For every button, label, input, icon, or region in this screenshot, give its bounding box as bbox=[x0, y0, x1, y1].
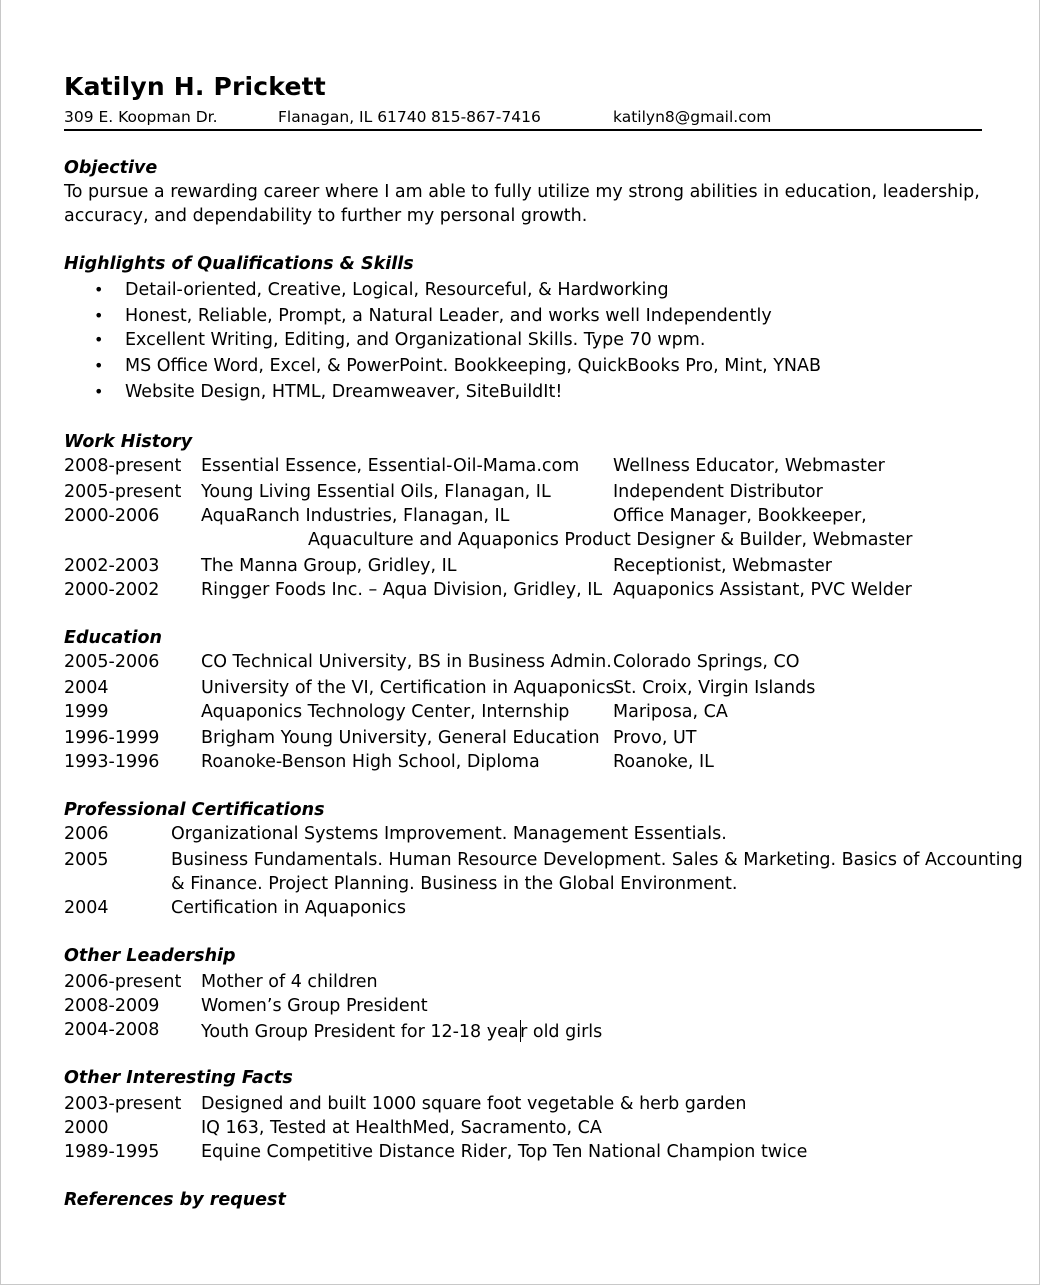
work-role: Independent Distributor bbox=[613, 482, 823, 502]
work-history-heading: Work History bbox=[64, 432, 193, 452]
highlights-heading: Highlights of Qualifications & Skills bbox=[64, 254, 414, 274]
address: 309 E. Koopman Dr. bbox=[64, 108, 218, 126]
header-rule bbox=[64, 129, 982, 131]
education-school: CO Technical University, BS in Business Admin. bbox=[201, 652, 612, 672]
objective-heading: Objective bbox=[64, 158, 158, 178]
work-org: Ringger Foods Inc. – Aqua Division, Gridley, IL bbox=[201, 580, 603, 600]
education-school: Roanoke-Benson High School, Diploma bbox=[201, 752, 540, 772]
highlight-text: Honest, Reliable, Prompt, a Natural Leader, and works well Independently bbox=[125, 306, 772, 326]
certification-year: 2004 bbox=[64, 898, 109, 918]
fact-dates: 1989-1995 bbox=[64, 1142, 160, 1162]
work-role: Aquaponics Assistant, PVC Welder bbox=[613, 580, 912, 600]
highlight-text: Excellent Writing, Editing, and Organizational Skills. Type 70 wpm. bbox=[125, 330, 706, 350]
work-dates: 2002-2003 bbox=[64, 556, 160, 576]
references-note: References by request bbox=[64, 1190, 286, 1210]
work-org: Young Living Essential Oils, Flanagan, IL bbox=[201, 482, 551, 502]
education-dates: 1993-1996 bbox=[64, 752, 160, 772]
certification-text: Business Fundamentals. Human Resource Development. Sales & Marketing. Basics of Accounting bbox=[171, 850, 1023, 870]
work-org: AquaRanch Industries, Flanagan, IL bbox=[201, 506, 510, 526]
certification-text: Organizational Systems Improvement. Management Essentials. bbox=[171, 824, 727, 844]
fact-text: IQ 163, Tested at HealthMed, Sacramento, CA bbox=[201, 1118, 602, 1138]
text-before-cursor: Youth Group President for 12-18 yea bbox=[201, 1022, 519, 1042]
fact-dates: 2000 bbox=[64, 1118, 109, 1138]
fact-text: Designed and built 1000 square foot vegetable & herb garden bbox=[201, 1094, 747, 1114]
education-dates: 1996-1999 bbox=[64, 728, 160, 748]
certification-year: 2005 bbox=[64, 850, 109, 870]
work-role: Wellness Educator, Webmaster bbox=[613, 456, 885, 476]
education-location: St. Croix, Virgin Islands bbox=[613, 678, 816, 698]
text-after-cursor: r old girls bbox=[520, 1022, 603, 1042]
email: katilyn8@gmail.com bbox=[613, 108, 772, 126]
highlight-text: Website Design, HTML, Dreamweaver, SiteBuildIt! bbox=[125, 382, 563, 402]
bullet-icon: • bbox=[94, 356, 104, 375]
work-org: The Manna Group, Gridley, IL bbox=[201, 556, 457, 576]
education-school: Brigham Young University, General Education bbox=[201, 728, 600, 748]
objective-line-2: accuracy, and dependability to further my personal growth. bbox=[64, 206, 588, 226]
work-role: Office Manager, Bookkeeper, bbox=[613, 506, 867, 526]
work-dates: 2000-2002 bbox=[64, 580, 160, 600]
work-dates: 2000-2006 bbox=[64, 506, 160, 526]
phone: 815-867-7416 bbox=[431, 108, 541, 126]
highlight-text: Detail-oriented, Creative, Logical, Resourceful, & Hardworking bbox=[125, 280, 669, 300]
bullet-icon: • bbox=[94, 330, 104, 349]
leadership-heading: Other Leadership bbox=[64, 946, 236, 966]
highlight-text: MS Office Word, Excel, & PowerPoint. Bookkeeping, QuickBooks Pro, Mint, YNAB bbox=[125, 356, 821, 376]
education-dates: 2005-2006 bbox=[64, 652, 160, 672]
work-role: Receptionist, Webmaster bbox=[613, 556, 832, 576]
resume-name: Katilyn H. Prickett bbox=[64, 72, 326, 101]
education-location: Colorado Springs, CO bbox=[613, 652, 800, 672]
bullet-icon: • bbox=[94, 306, 104, 325]
bullet-icon: • bbox=[94, 280, 104, 299]
leadership-dates: 2004-2008 bbox=[64, 1020, 160, 1040]
leadership-text[interactable] bbox=[201, 1020, 602, 1042]
education-location: Mariposa, CA bbox=[613, 702, 728, 722]
work-dates: 2008-present bbox=[64, 456, 182, 476]
certification-text-continuation: & Finance. Project Planning. Business in the Global Environment. bbox=[171, 874, 738, 894]
work-org: Essential Essence, Essential-Oil-Mama.com bbox=[201, 456, 580, 476]
certification-year: 2006 bbox=[64, 824, 109, 844]
education-dates: 1999 bbox=[64, 702, 109, 722]
education-dates: 2004 bbox=[64, 678, 109, 698]
education-heading: Education bbox=[64, 628, 162, 648]
leadership-text: Women’s Group President bbox=[201, 996, 428, 1016]
work-dates: 2005-present bbox=[64, 482, 182, 502]
certifications-heading: Professional Certifications bbox=[64, 800, 325, 820]
leadership-dates: 2006-present bbox=[64, 972, 182, 992]
fact-dates: 2003-present bbox=[64, 1094, 182, 1114]
facts-heading: Other Interesting Facts bbox=[64, 1068, 293, 1088]
objective-line-1: To pursue a rewarding career where I am able to fully utilize my strong abilities in education, leadership, bbox=[64, 182, 980, 202]
bullet-icon: • bbox=[94, 382, 104, 401]
education-location: Roanoke, IL bbox=[613, 752, 714, 772]
leadership-dates: 2008-2009 bbox=[64, 996, 160, 1016]
work-role-continuation: Aquaculture and Aquaponics Product Designer & Builder, Webmaster bbox=[308, 530, 913, 550]
education-location: Provo, UT bbox=[613, 728, 697, 748]
education-school: Aquaponics Technology Center, Internship bbox=[201, 702, 570, 722]
city-state-zip: Flanagan, IL 61740 bbox=[278, 108, 427, 126]
certification-text: Certification in Aquaponics bbox=[171, 898, 406, 918]
fact-text: Equine Competitive Distance Rider, Top Ten National Champion twice bbox=[201, 1142, 808, 1162]
education-school: University of the VI, Certification in Aquaponics bbox=[201, 678, 615, 698]
leadership-text: Mother of 4 children bbox=[201, 972, 378, 992]
